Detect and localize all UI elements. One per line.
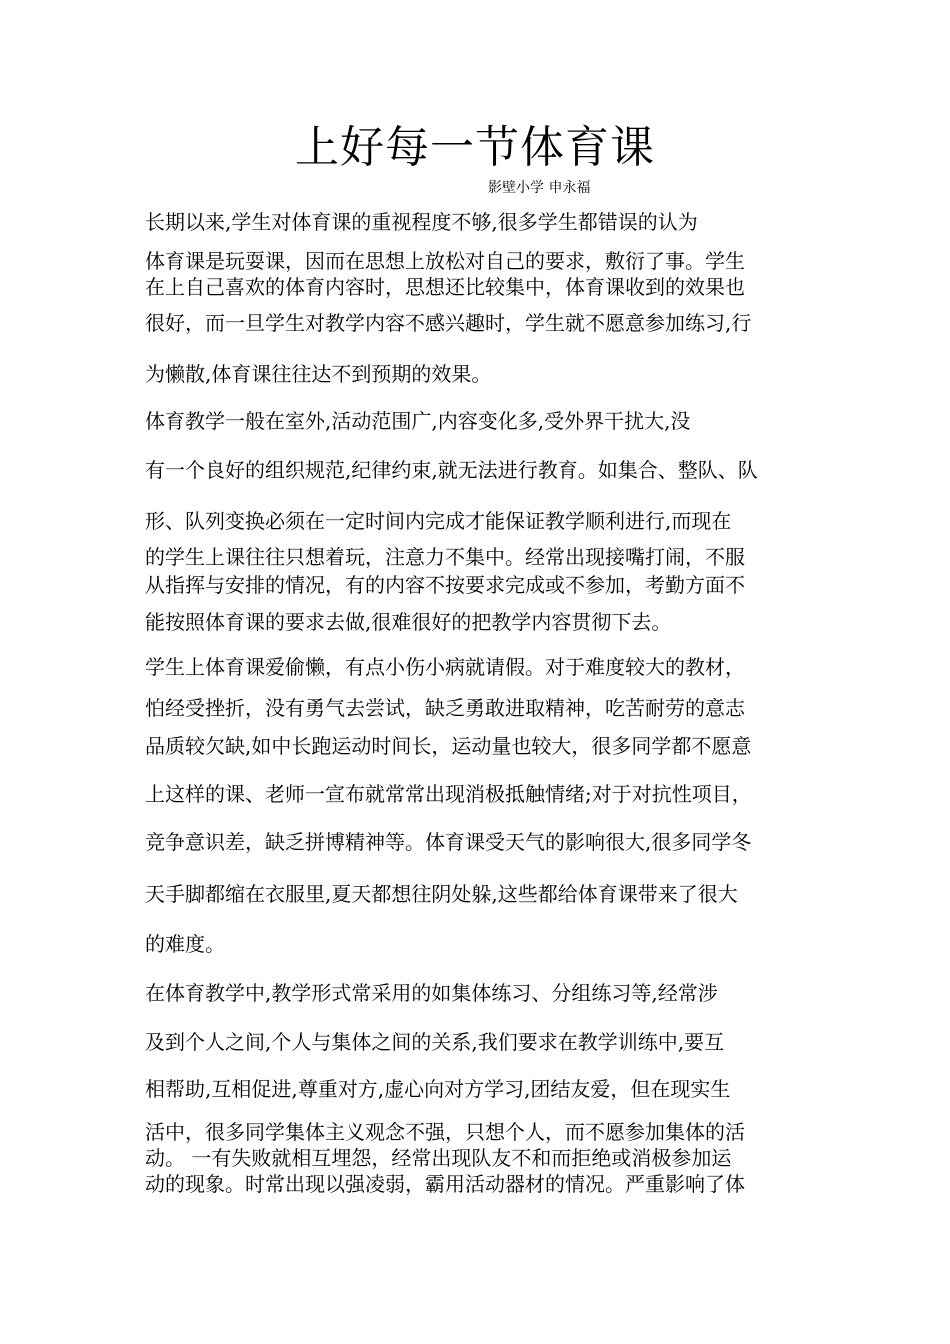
- body-line: 的学生上课往往只想着玩，注意力不集中。经常出现接嘴打闹，不服: [145, 545, 745, 569]
- body-line: 天手脚都缩在衣服里,夏天都想往阴处躲,这些都给体育课带来了很大: [145, 882, 738, 906]
- body-line: 在体育教学中,教学形式常采用的如集体练习、分组练习等,经常涉: [145, 981, 718, 1005]
- body-line: 在上自己喜欢的体育内容时，思想还比较集中，体育课收到的效果也: [145, 275, 745, 299]
- body-line: 从指挥与安排的情况，有的内容不按要求完成或不参加，考勤方面不: [145, 573, 745, 597]
- body-line: 品质较欠缺,如中长跑运动时间长，运动量也较大，很多同学都不愿意: [145, 734, 752, 758]
- body-line: 学生上体育课爱偷懒，有点小伤小病就请假。对于难度较大的教材，: [145, 655, 745, 679]
- body-line: 有一个良好的组织规范,纪律约束,就无法进行教育。如集合、整队、队: [145, 458, 758, 482]
- document-title: 上好每一节体育课: [295, 122, 655, 173]
- body-line: 动的现象。时常出现以强凌弱，霸用活动器材的情况。严重影响了体: [145, 1172, 745, 1196]
- body-line: 长期以来,学生对体育课的重视程度不够,很多学生都错误的认为: [145, 210, 698, 234]
- body-line: 的难度。: [145, 932, 225, 956]
- body-line: 上这样的课、老师一宣布就常常出现消极抵触情绪;对于对抗性项目，: [145, 782, 752, 806]
- body-line: 及到个人之间,个人与集体之间的关系,我们要求在教学训练中,要互: [145, 1030, 725, 1054]
- body-line: 体育课是玩耍课，因而在思想上放松对自己的要求，敷衍了事。学生: [145, 249, 745, 273]
- author-byline: 影壁小学 申永福: [488, 180, 591, 196]
- body-line: 很好，而一旦学生对教学内容不感兴趣时，学生就不愿意参加练习,行: [145, 311, 752, 335]
- body-line: 形、队列变换必须在一定时间内完成才能保证教学顺利进行,而现在: [145, 509, 732, 533]
- body-line: 竞争意识差，缺乏拼博精神等。体育课受天气的影响很大,很多同学冬: [145, 830, 752, 854]
- body-line: 为懒散,体育课往往达不到预期的效果。: [145, 362, 492, 386]
- body-line: 活中，很多同学集体主义观念不强，只想个人，而不愿参加集体的活: [145, 1120, 745, 1144]
- body-line: 怕经受挫折，没有勇气去尝试，缺乏勇敢进取精神，吃苦耐劳的意志: [145, 696, 745, 720]
- body-line: 动。 一有失败就相互埋怨，经常出现队友不和而拒绝或消极参加运: [145, 1146, 732, 1170]
- body-line: 相帮助,互相促进,尊重对方,虚心向对方学习,团结友爱，但在现实生: [145, 1077, 731, 1101]
- body-line: 能按照体育课的要求去做,很难很好的把教学内容贯彻下去。: [145, 610, 672, 634]
- body-line: 体育教学一般在室外,活动范围广,内容变化多,受外界干扰大,没: [145, 409, 691, 433]
